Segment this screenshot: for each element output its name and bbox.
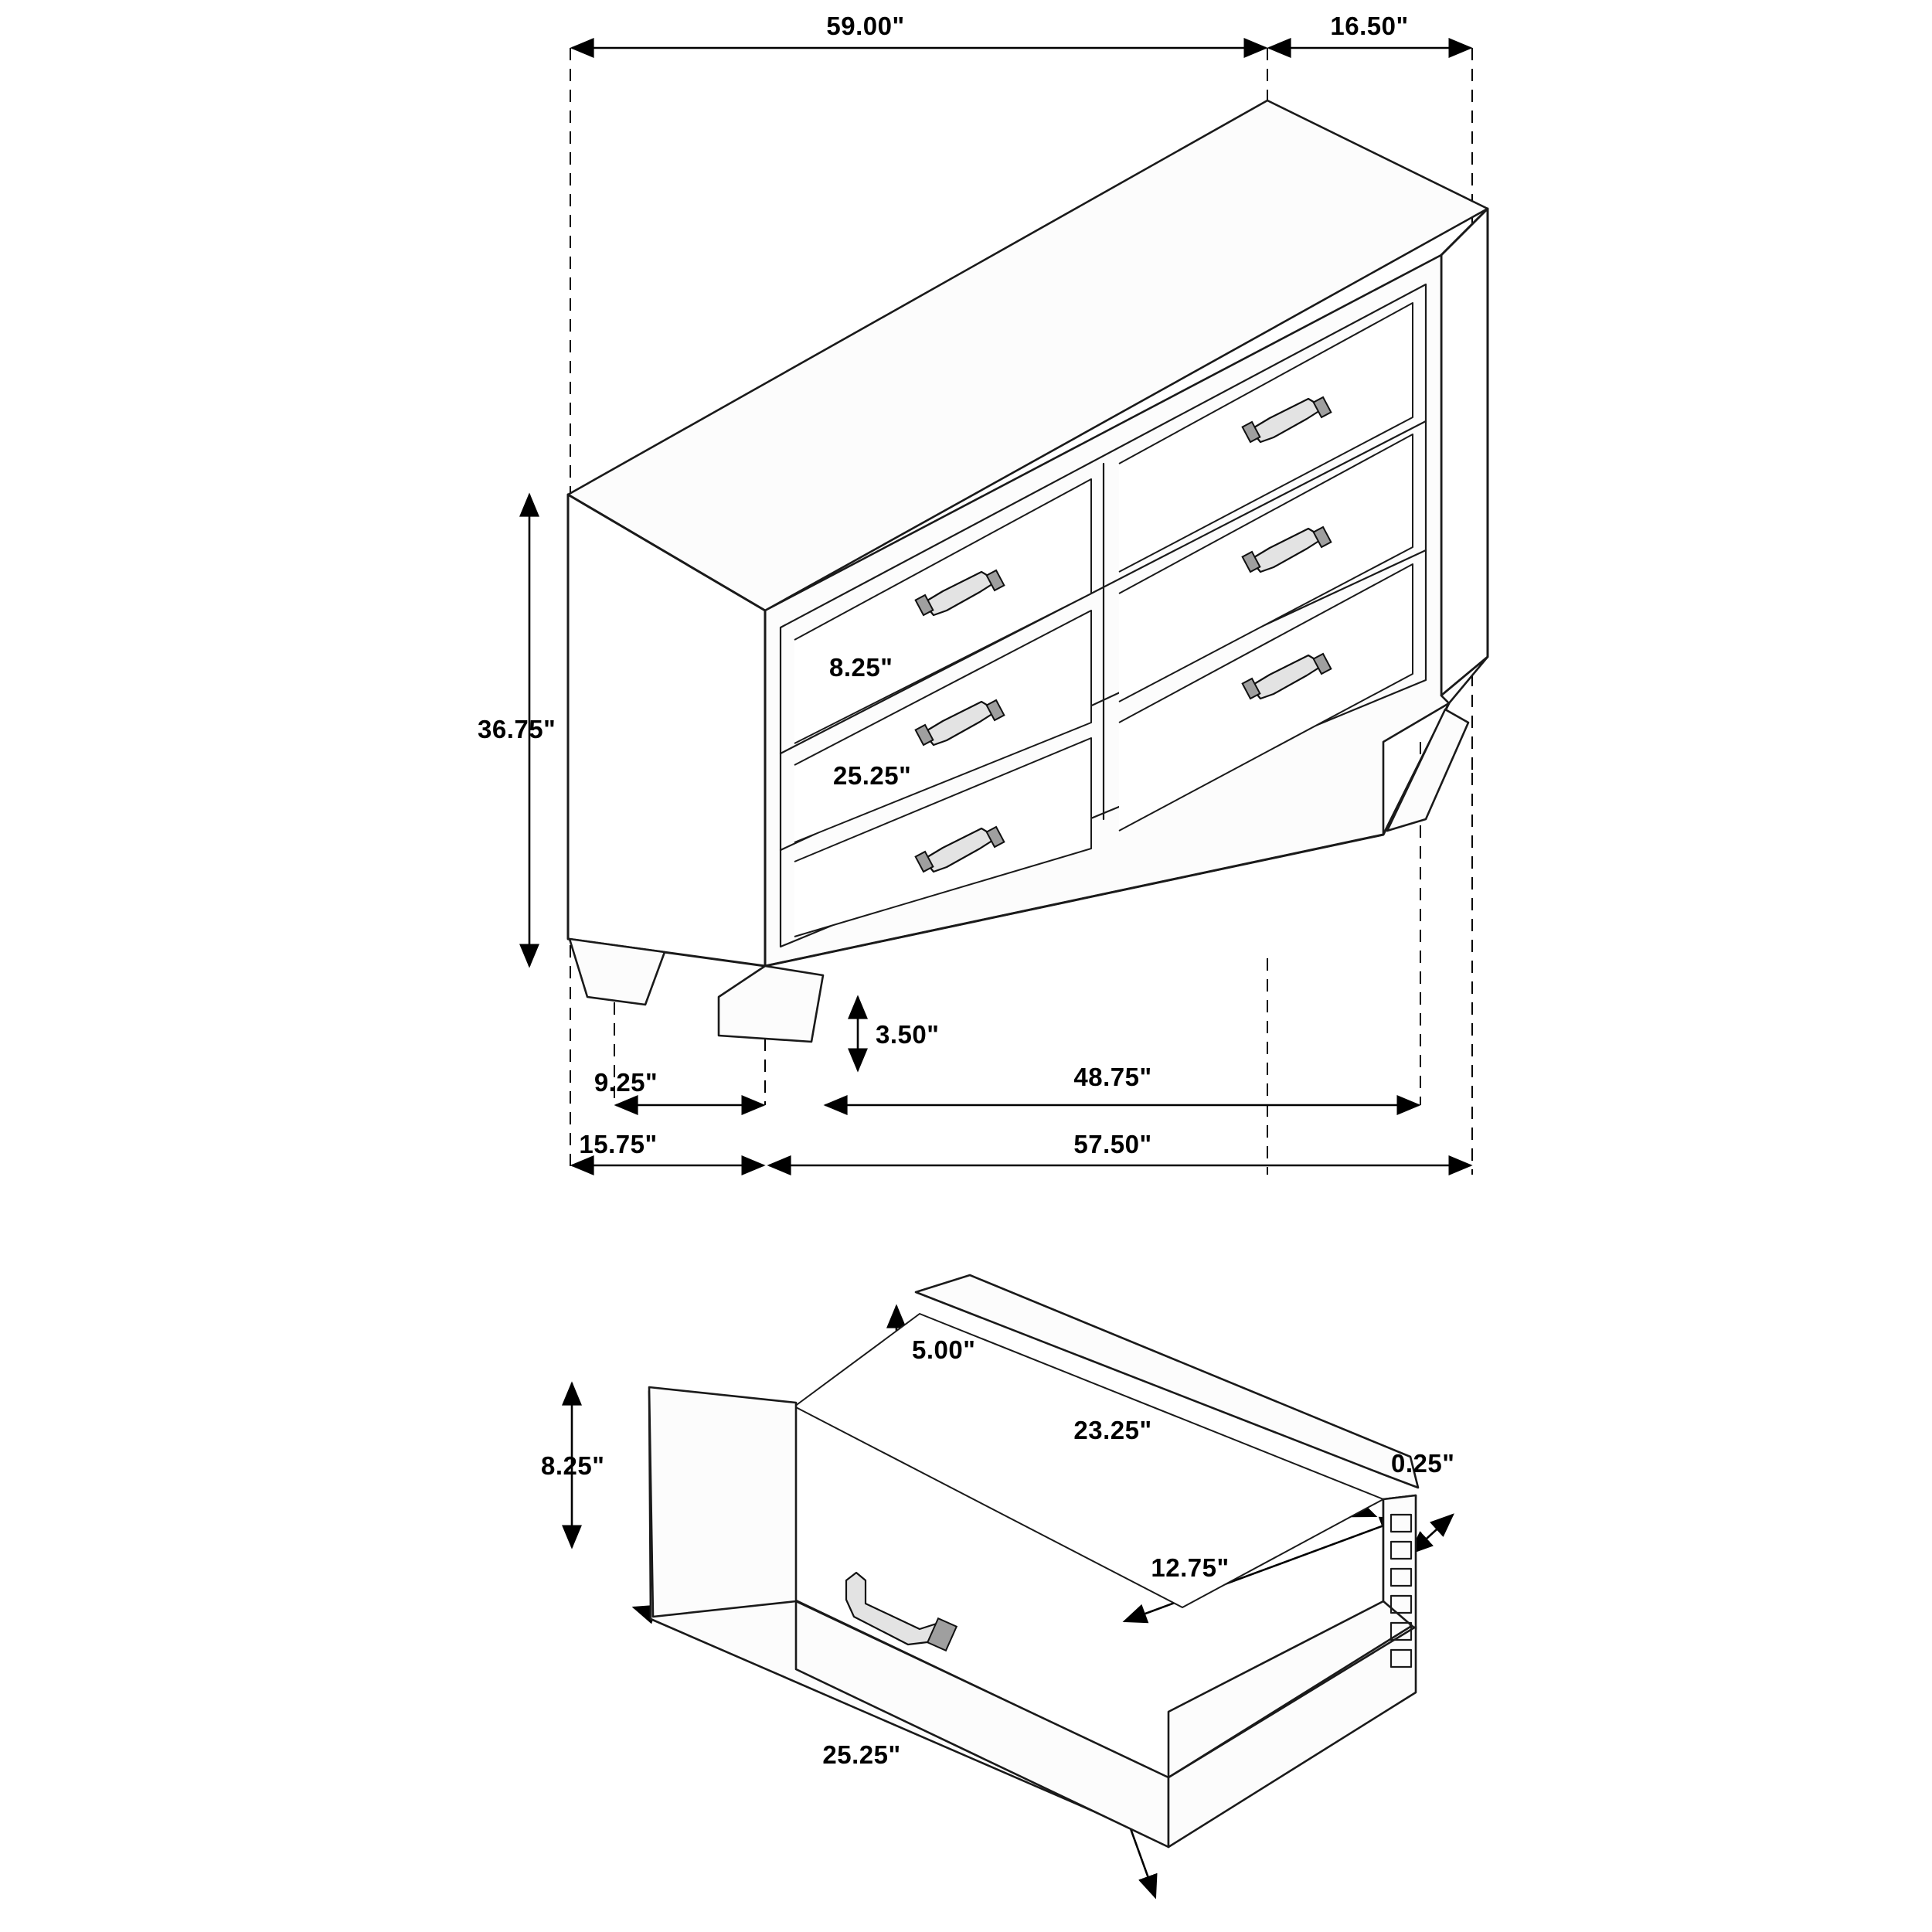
dresser-illustration — [568, 100, 1488, 1042]
dim-overall-height: 36.75" — [478, 715, 556, 743]
dim-leg-depth: 9.25" — [594, 1068, 658, 1097]
dim-inner-width: 48.75" — [1073, 1063, 1152, 1091]
dim-drawer-height: 8.25" — [541, 1451, 605, 1480]
drawer-detail-illustration — [649, 1275, 1418, 1847]
dim-leg-height: 3.50" — [876, 1020, 940, 1049]
dim-base-width: 57.50" — [1073, 1130, 1152, 1158]
dim-overall-width: 59.00" — [826, 12, 905, 40]
dim-drawer-interior-depth: 12.75" — [1151, 1553, 1230, 1582]
dim-base-depth: 15.75" — [579, 1130, 658, 1158]
dim-overall-depth-top: 16.50" — [1330, 12, 1409, 40]
dim-drawer-width: 25.25" — [822, 1740, 901, 1769]
dim-drawer-side-thickness: 0.25" — [1391, 1449, 1455, 1478]
dim-drawer-face-height: 8.25" — [829, 653, 893, 682]
dim-drawer-face-width: 25.25" — [833, 761, 912, 790]
dim-drawer-interior-depth-side: 5.00" — [912, 1335, 976, 1364]
dim-drawer-interior-width: 23.25" — [1073, 1416, 1152, 1444]
